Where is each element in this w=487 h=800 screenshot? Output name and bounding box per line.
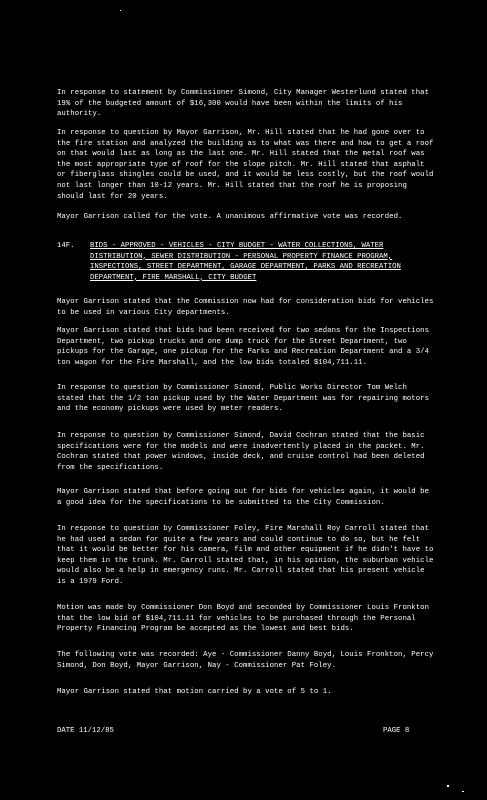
paragraph-future-bids: Mayor Garrison stated that before going out for bids for vehicles again, it would be a good idea for the specifications to be submitted to the City Commission. <box>57 488 430 507</box>
paragraph-specifications: In response to question by Commissioner Simond, David Cochran stated that the basic specifications were for the models and were inadvertently placed in the packet. Mr. Cochran stated that power windows, inside deck, and cruise control had been deleted from the specifications. <box>57 432 425 472</box>
footer-date: DATE 11/12/85 <box>57 727 114 735</box>
paragraph-pickup-usage: In response to question by Commissioner Simond, Public Works Director Tom Welch stated that the 1/2 ton pickup used by the Water Department was for repairing motors and the economy pickups were used by meter readers. <box>57 384 430 414</box>
paragraph-fire-marshall: In response to question by Commissioner Foley, Fire Marshall Roy Carroll stated that he had used a sedan for quite a few years and could continue to do so, but he felt that it would be better for his camera, film and other equipment if he didn't have to keep them in the trunk. Mr. Carroll stated that, in his opinion, the suburban vehicle would also be a help in emergency runs. Mr. Carroll stated that his present vehicle is a 1979 Ford. <box>57 525 434 586</box>
paragraph-motion: Motion was made by Commissioner Don Boyd and seconded by Commissioner Louis Fronkton that the low bid of $104,711.11 for vehicles to be purchased through the Personal Property Financing Program be accepted as the lowest and best bids. <box>57 604 430 634</box>
agenda-item-number: 14F. <box>57 242 75 250</box>
agenda-item-title: BIDS - APPROVED - VEHICLES - CITY BUDGET - WATER COLLECTIONS, WATER DISTRIBUTION, SEWER DISTRIBUTION - PERSONAL PROPERTY FINANCE PROGRAM, INSPECTIONS, STREET DEPARTMENT, GARAGE DEPARTMENT, PARKS AND RECREATION DEPARTMENT, FIRE MARSHALL, CITY BUDGET <box>90 242 401 282</box>
footer-page-number: PAGE 8 <box>383 727 410 735</box>
scan-speck <box>447 785 449 787</box>
scan-speck <box>462 791 464 792</box>
paragraph-bids-received: Mayor Garrison stated that bids had been received for two sedans for the Inspections Department, two pickup trucks and one dump truck for the Street Department, two pickups for the Garage, one pickup for the Parks and Recreation Department and a 3/4 ton wagon for the Fire Marshall, and the low bids totaled $104,711.11. <box>57 327 430 367</box>
scan-speck <box>120 10 121 11</box>
paragraph-vote-called: Mayor Garrison called for the vote. A unanimous affirmative vote was recorded. <box>57 213 403 221</box>
paragraph-roof-discussion: In response to question by Mayor Garrison, Mr. Hill stated that he had gone over to the fire station and analyzed the building as to what was there and how to get a roof on that would last as long as the last one. Mr. Hill stated that the metal roof was the most appropriate type of roof for the slope pitch. Mr. Hill stated that asphalt or fiberglass shingles could be used, and it would be less costly, but the roof would not last longer than 10-12 years. Mr. Hill stated that the roof he is proposing should last for 20 years. <box>57 129 434 201</box>
paragraph-budget-authority: In response to statement by Commissioner Simond, City Manager Westerlund stated that 19% of the budgeted amount of $16,300 would have been within the limits of his authority. <box>57 89 430 119</box>
paragraph-vehicle-bids-intro: Mayor Garrison stated that the Commission now had for consideration bids for vehicles to be used in various City departments. <box>57 298 434 317</box>
paragraph-motion-carried: Mayor Garrison stated that motion carried by a vote of 5 to 1. <box>57 688 332 696</box>
paragraph-vote-record: The following vote was recorded: Aye - Commissioner Danny Boyd, Louis Fronkton, Percy Simond, Don Boyd, Mayor Garrison, Nay - Commissioner Pat Foley. <box>57 651 434 670</box>
